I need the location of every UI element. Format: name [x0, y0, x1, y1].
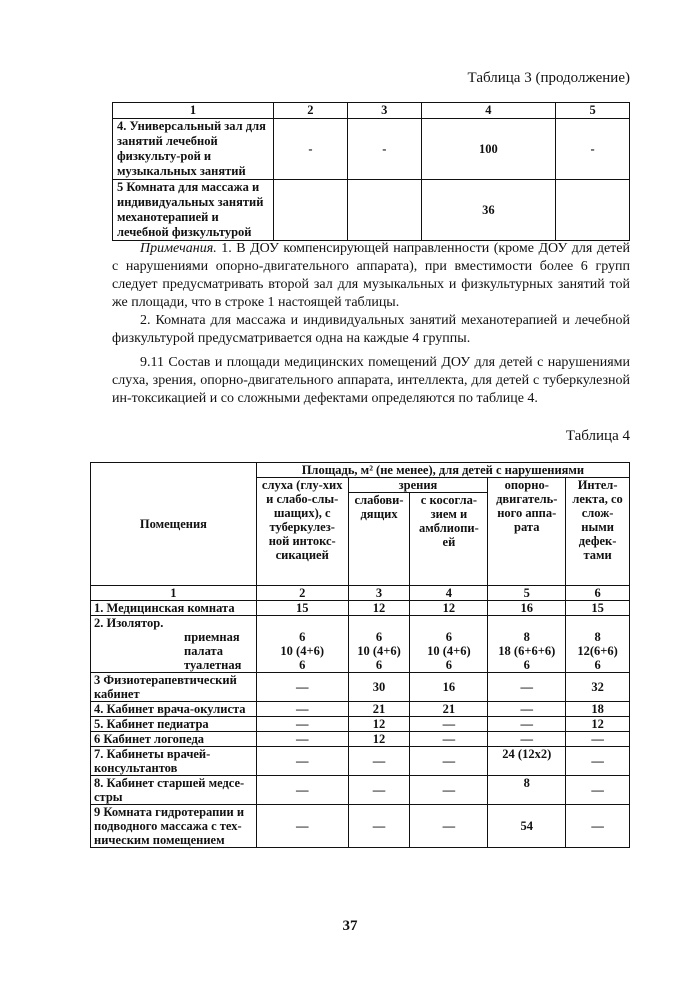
cell: —: [256, 717, 348, 732]
table-row: [91, 601, 630, 616]
cell: 36: [421, 180, 555, 241]
cell: —: [410, 747, 488, 776]
cell: 15: [566, 601, 630, 616]
table3-col-4: 4: [421, 103, 555, 119]
cell: 12: [410, 601, 488, 616]
cell: 16: [488, 601, 566, 616]
table3-caption: Таблица 3 (продолжение): [467, 70, 630, 86]
col-number: 5: [488, 586, 566, 601]
cell: [274, 180, 348, 241]
cell: 15: [256, 601, 348, 616]
cell: —: [410, 732, 488, 747]
cell: 8 12(6+6) 6: [566, 616, 630, 673]
room-name: 7. Кабинеты врачей-консультантов: [91, 747, 257, 776]
room-name: 4. Кабинет врача-окулиста: [91, 702, 257, 717]
cell: 54: [488, 805, 566, 848]
table-row: [91, 776, 630, 805]
cell: -: [556, 119, 630, 180]
cell: 16: [410, 673, 488, 702]
sub-room: туалетная: [184, 658, 242, 672]
col-number: 6: [566, 586, 630, 601]
notes-label: Примечания.: [140, 241, 217, 256]
table-row: [91, 732, 630, 747]
isolator-label: 2. Изолятор.: [94, 616, 164, 630]
room-name: [91, 616, 257, 673]
intellect-header: Интел-лекта, со слож-ными дефек-тами: [566, 478, 630, 586]
room-name: 3 Физиотерапевтический кабинет: [91, 673, 257, 702]
cell: —: [566, 732, 630, 747]
table-row: [113, 119, 630, 180]
cell: —: [410, 717, 488, 732]
room-name: 5. Кабинет педиатра: [91, 717, 257, 732]
room-name: 8. Кабинет старшей медсе-стры: [91, 776, 257, 805]
cell: —: [410, 805, 488, 848]
cell: 12: [348, 732, 410, 747]
table-row: [113, 180, 630, 241]
table4-number-row: [91, 586, 630, 601]
col-number: 4: [410, 586, 488, 601]
table-row: [91, 616, 630, 673]
cell: 30: [348, 673, 410, 702]
notes: [112, 240, 630, 348]
table3-col-5: 5: [556, 103, 630, 119]
vision-header: зрения: [348, 478, 488, 493]
paragraph-text: 9.11 Состав и площади медицинских помещений ДОУ для детей с нарушениями слуха, зрения, опорно-двигательного аппарата, интеллекта, для детей с туберкулезной ин-токсикацией и со сложными дефектами определяются по таблице 4.: [112, 355, 630, 406]
room-name: 5 Комната для массажа и индивидуальных занятий механотерапией и лечебной физкультурой: [113, 180, 274, 241]
cell: 8 18 (6+6+6) 6: [488, 616, 566, 673]
cell: —: [488, 673, 566, 702]
table3-col-2: 2: [274, 103, 348, 119]
cell: —: [256, 732, 348, 747]
col-number: 2: [256, 586, 348, 601]
cell: [347, 180, 421, 241]
cell: —: [488, 702, 566, 717]
cell: -: [274, 119, 348, 180]
cell: —: [488, 717, 566, 732]
cell: —: [348, 776, 410, 805]
table-row: [91, 702, 630, 717]
cell: —: [256, 747, 348, 776]
table-row: [91, 747, 630, 776]
sub-room: палата: [184, 644, 224, 658]
cell: —: [410, 776, 488, 805]
table-row: [91, 673, 630, 702]
room-name: 4. Универсальный зал для занятий лечебной физкульту-рой и музыкальных занятий: [113, 119, 274, 180]
page-number: 37: [342, 918, 358, 934]
cell: 6 10 (4+6) 6: [256, 616, 348, 673]
room-name: 1. Медицинская комната: [91, 601, 257, 616]
note-1: [112, 240, 630, 312]
col-number: 3: [348, 586, 410, 601]
cell: 12: [348, 717, 410, 732]
cell: 18: [566, 702, 630, 717]
cell: 100: [421, 119, 555, 180]
table-row: [91, 717, 630, 732]
sub-room: приемная: [184, 630, 240, 644]
cell: 6 10 (4+6) 6: [348, 616, 410, 673]
table4: [90, 462, 630, 848]
cell: —: [488, 732, 566, 747]
cell: [556, 180, 630, 241]
cell: —: [256, 805, 348, 848]
cell: 21: [348, 702, 410, 717]
note-2: 2. Комната для массажа и индивидуальных занятий механотерапией и лечебной физкультурой предусматривается одна на каждые 4 группы.: [112, 313, 630, 346]
cell: —: [566, 776, 630, 805]
table4-header-row-1: [91, 463, 630, 478]
cell: -: [347, 119, 421, 180]
table4-caption: Таблица 4: [565, 428, 630, 444]
strabismus-header: с косогла-зием и амблиопи-ей: [410, 493, 488, 586]
paragraph-9-11: [112, 354, 630, 408]
table3-header-row: [113, 103, 630, 119]
col-number: 1: [91, 586, 257, 601]
cell: 21: [410, 702, 488, 717]
room-name: 9 Комната гидротерапии и подводного массажа с тех-ническим помещением: [91, 805, 257, 848]
table3-col-1: 1: [113, 103, 274, 119]
cell: —: [348, 805, 410, 848]
note-1-text: 1. В ДОУ компенсирующей направленности (кроме ДОУ для детей с нарушениями опорно-двигательного аппарата), при вместимости более 6 групп следует предусматривать второй зал для музыкальных и физкультурных занятий той же площади, что в строке 1 настоящей таблицы.: [112, 241, 630, 310]
cell: —: [256, 702, 348, 717]
cell: —: [566, 747, 630, 776]
hearing-header: слуха (глу-хих и слабо-слы-шащих), с туберкулез-ной интокс-сикацией: [256, 478, 348, 586]
cell: —: [566, 805, 630, 848]
table-row: [91, 805, 630, 848]
room-name: 6 Кабинет логопеда: [91, 732, 257, 747]
table3-col-3: 3: [347, 103, 421, 119]
rooms-header: Помещения: [91, 463, 257, 586]
area-header: Площадь, м² (не менее), для детей с нарушениями: [256, 463, 629, 478]
cell: 8: [488, 776, 566, 805]
cell: —: [256, 776, 348, 805]
musculoskeletal-header: опорно-двигатель-ного аппа-рата: [488, 478, 566, 586]
cell: —: [256, 673, 348, 702]
cell: 24 (12х2): [488, 747, 566, 776]
cell: 12: [348, 601, 410, 616]
table3: [112, 102, 630, 241]
cell: 6 10 (4+6) 6: [410, 616, 488, 673]
low-vision-header: слабови-дящих: [348, 493, 410, 586]
cell: 12: [566, 717, 630, 732]
cell: 32: [566, 673, 630, 702]
cell: —: [348, 747, 410, 776]
